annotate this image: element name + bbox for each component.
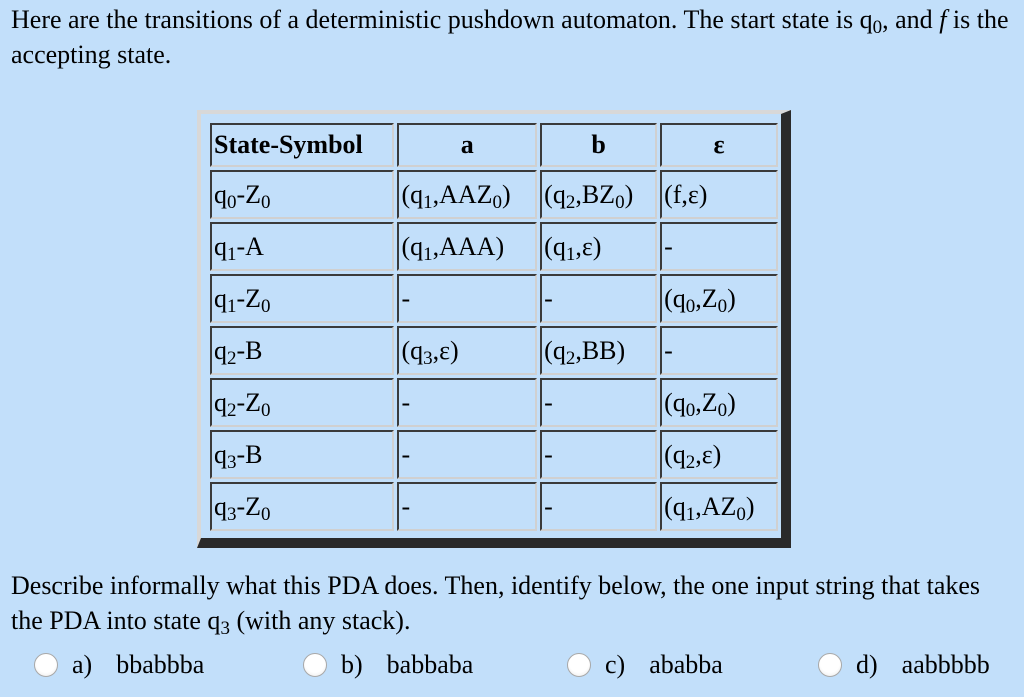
subscript: 1	[227, 295, 237, 317]
subscript: 2	[565, 347, 576, 369]
text-segment: q	[214, 179, 227, 209]
table-row	[210, 170, 778, 219]
table-row	[210, 482, 778, 531]
option-letter: a)	[72, 650, 93, 679]
text-segment: ,AAZ	[432, 179, 493, 209]
subscript: 0	[615, 191, 625, 213]
table-row	[210, 222, 778, 271]
text-segment: -Z	[236, 387, 262, 417]
text-segment: ,Z	[695, 387, 718, 417]
text-segment: (q	[664, 439, 686, 469]
table-header-row	[210, 123, 778, 167]
subscript: 3	[220, 618, 230, 639]
text-segment: ,Z	[695, 283, 718, 313]
state-symbol-cell	[210, 378, 394, 427]
text-segment: )	[624, 179, 634, 209]
epsilon-transition-cell	[660, 326, 778, 375]
text-segment: q	[214, 439, 227, 469]
b-transition-cell	[540, 222, 657, 271]
text-segment: )	[727, 387, 736, 417]
text-segment: (q	[664, 283, 686, 313]
subscript: 0	[685, 295, 696, 317]
b-transition-cell	[540, 274, 657, 323]
text-segment: -	[664, 335, 673, 365]
subscript: 2	[227, 347, 237, 369]
text-segment: ,BZ	[575, 179, 616, 209]
text-segment: -	[544, 491, 553, 521]
intro-text	[11, 2, 1011, 72]
text-segment: q	[214, 283, 227, 313]
text-segment: -A	[236, 231, 264, 261]
subscript: 0	[717, 399, 728, 421]
option-a[interactable]	[34, 650, 204, 680]
text-segment: )	[502, 179, 511, 209]
text-segment: (q	[544, 179, 566, 209]
b-transition-cell	[540, 170, 657, 219]
text-segment: -	[664, 231, 673, 261]
text-segment: -	[544, 439, 553, 469]
table-row	[210, 274, 778, 323]
option-text: ababba	[649, 650, 723, 679]
epsilon-transition-cell	[660, 222, 778, 271]
text-segment: -	[401, 387, 411, 417]
subscript: 0	[872, 17, 883, 38]
option-letter: d)	[856, 650, 878, 679]
subscript: 0	[736, 503, 746, 525]
text-segment: Here are the transitions of a deterministic pushdown automaton. The start state is q	[11, 5, 873, 34]
subscript: 3	[227, 451, 237, 473]
text-segment: ,ε)	[432, 335, 459, 365]
option-letter: c)	[605, 650, 626, 679]
option-d[interactable]	[818, 650, 990, 680]
text-segment: (q	[664, 491, 686, 521]
radio-button[interactable]	[303, 653, 327, 677]
text-segment: q	[214, 231, 227, 261]
text-segment: )	[745, 491, 755, 521]
subscript: 2	[227, 399, 237, 421]
subscript: 0	[261, 399, 271, 421]
state-symbol-cell	[210, 170, 394, 219]
subscript: 0	[717, 295, 728, 317]
epsilon-transition-cell	[660, 430, 778, 479]
option-letter: b)	[341, 650, 363, 679]
b-transition-cell	[540, 430, 657, 479]
answer-options	[0, 650, 1024, 684]
text-segment: q	[214, 387, 227, 417]
header-epsilon: ε	[660, 123, 778, 167]
subscript: 0	[261, 191, 271, 213]
state-symbol-cell	[210, 274, 394, 323]
text-segment: (q	[544, 231, 566, 261]
text-segment: ,ε)	[575, 231, 602, 261]
state-symbol-cell	[210, 430, 394, 479]
option-text: bbabbba	[116, 650, 205, 679]
a-transition-cell	[397, 170, 537, 219]
a-transition-cell	[397, 222, 537, 271]
a-transition-cell	[397, 274, 537, 323]
text-segment: ,BB)	[575, 335, 626, 365]
state-symbol-cell	[210, 326, 394, 375]
header-state-symbol: State-Symbol	[210, 123, 394, 167]
radio-button[interactable]	[34, 653, 58, 677]
text-segment: -	[401, 491, 411, 521]
text-segment: ,ε)	[695, 439, 722, 469]
text-segment: (q	[664, 387, 686, 417]
subscript: 0	[261, 503, 271, 525]
subscript: 1	[423, 191, 433, 213]
text-segment: ,AAA)	[432, 231, 505, 261]
text-segment: (f,ε)	[664, 179, 708, 209]
subscript: 3	[423, 347, 433, 369]
b-transition-cell	[540, 378, 657, 427]
text-segment: f	[939, 5, 947, 34]
a-transition-cell	[397, 482, 537, 531]
radio-button[interactable]	[818, 653, 842, 677]
epsilon-transition-cell	[660, 482, 778, 531]
subscript: 2	[565, 191, 576, 213]
question-text	[11, 568, 1011, 638]
subscript: 1	[423, 243, 433, 265]
subscript: 3	[227, 503, 237, 525]
text-segment: Describe informally what this PDA does. Then, identify below, the one input string that takes the PDA into state q	[11, 571, 981, 635]
text-segment: ,AZ	[695, 491, 737, 521]
text-segment: -	[401, 439, 411, 469]
subscript: 0	[492, 191, 503, 213]
epsilon-transition-cell	[660, 274, 778, 323]
table-row	[210, 378, 778, 427]
text-segment: (with any stack).	[229, 606, 411, 635]
header-a: a	[397, 123, 537, 167]
text-segment: -Z	[236, 179, 262, 209]
text-segment: q	[214, 491, 227, 521]
subscript: 2	[685, 451, 696, 473]
text-segment: -Z	[236, 283, 262, 313]
epsilon-transition-cell	[660, 378, 778, 427]
text-segment: )	[727, 283, 736, 313]
a-transition-cell	[397, 378, 537, 427]
text-segment: -B	[236, 439, 263, 469]
text-segment: (q	[544, 335, 566, 365]
state-symbol-cell	[210, 482, 394, 531]
subscript: 0	[685, 399, 696, 421]
text-segment: -	[544, 387, 553, 417]
radio-button[interactable]	[567, 653, 591, 677]
b-transition-cell	[540, 326, 657, 375]
text-segment: , and	[882, 5, 940, 34]
table-row	[210, 326, 778, 375]
text-segment: (q	[401, 179, 424, 209]
text-segment: is the accepting state.	[11, 5, 1009, 69]
header-b: b	[540, 123, 657, 167]
text-segment: -	[544, 283, 553, 313]
text-segment: -	[401, 283, 411, 313]
text-segment: -B	[236, 335, 263, 365]
a-transition-cell	[397, 430, 537, 479]
a-transition-cell	[397, 326, 537, 375]
text-segment: (q	[401, 231, 424, 261]
option-b[interactable]	[303, 650, 473, 680]
subscript: 1	[565, 243, 576, 265]
subscript: 0	[261, 295, 271, 317]
text-segment: q	[214, 335, 227, 365]
transition-table	[207, 120, 781, 534]
option-c[interactable]	[567, 650, 723, 680]
subscript: 1	[685, 503, 696, 525]
text-segment: (q	[401, 335, 424, 365]
state-symbol-cell	[210, 222, 394, 271]
epsilon-transition-cell	[660, 170, 778, 219]
subscript: 0	[227, 191, 237, 213]
option-text: babbaba	[386, 650, 474, 679]
subscript: 1	[227, 243, 237, 265]
b-transition-cell	[540, 482, 657, 531]
transition-table-frame	[197, 110, 791, 548]
table-row	[210, 430, 778, 479]
text-segment: -Z	[236, 491, 262, 521]
option-text: aabbbbb	[901, 650, 990, 679]
